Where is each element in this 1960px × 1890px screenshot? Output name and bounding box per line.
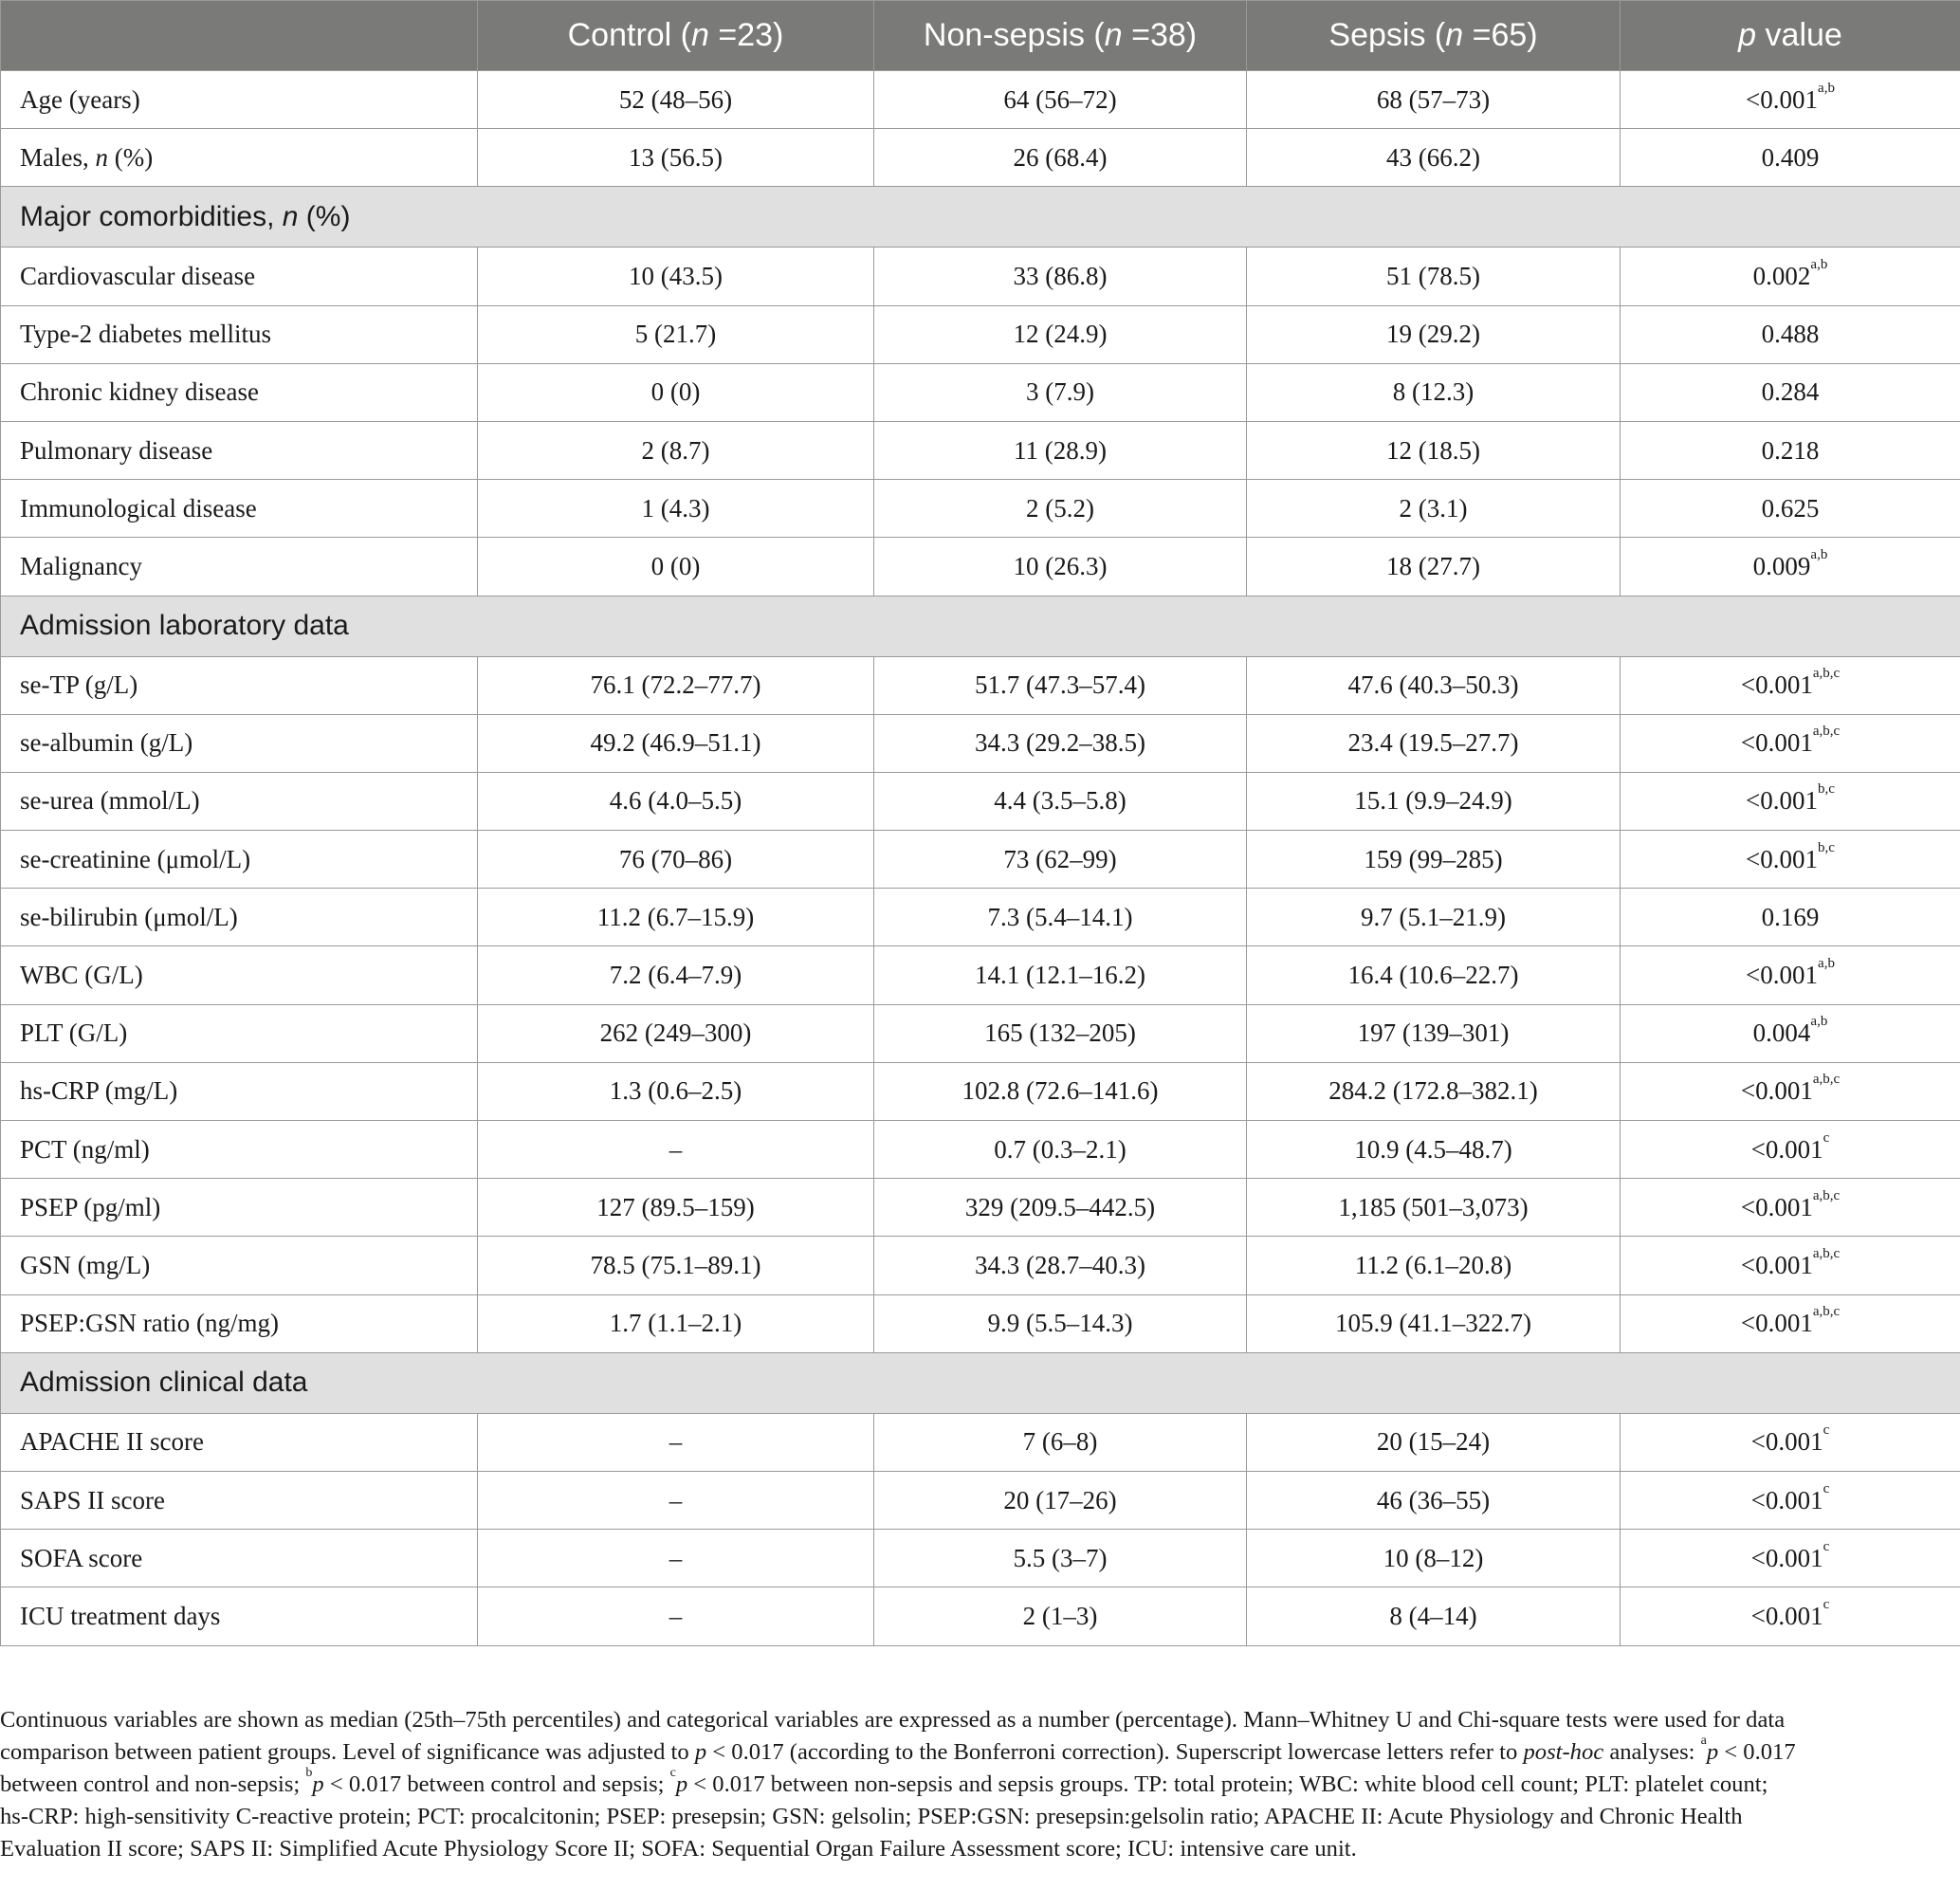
control-value: – [478,1413,874,1471]
non-sepsis-value: 64 (56–72) [874,71,1247,129]
table-row [1,1179,1960,1237]
p-value: $<0.001^{a,b,c}$ [1621,656,1960,714]
non-sepsis-value: 7 (6–8) [874,1413,1247,1471]
p-value: $<0.001^{b,c}$ [1621,831,1960,889]
table-row [1,363,1960,421]
non-sepsis-value: 7.3 (5.4–14.1) [874,889,1247,946]
p-value: $<0.001^{a,b,c}$ [1621,1237,1960,1294]
table-row [1,1413,1960,1471]
p-superscript: a,b,c [1812,1245,1841,1261]
p-superscript: a,b [1818,80,1835,96]
row-label: se-bilirubin (μmol/L) [1,889,478,946]
row-label: PLT (G/L) [1,1004,478,1062]
sepsis-value: 10 (8–12) [1247,1530,1621,1587]
non-sepsis-value: 26 (68.4) [874,129,1247,187]
row-label: SOFA score [1,1530,478,1587]
non-sepsis-value: 2 (1–3) [874,1587,1247,1645]
p-superscript: c [1823,1538,1830,1554]
p-value: 0.169 [1621,889,1960,946]
footnote-line: hs-CRP: high-sensitivity C-reactive protein; PCT: procalcitonin; PSEP: presepsin; GSN: gelsolin; PSEP:GSN: presepsin:gelsolin ratio; APACHE II: Acute Physiology and Chronic Health [0,1804,1743,1829]
p-value: $<0.001^{a,b,c}$ [1621,1062,1960,1120]
control-value: 5 (21.7) [478,305,874,363]
clinical-rows [1,1413,1960,1645]
sepsis-value: 23.4 (19.5–27.7) [1247,714,1621,772]
table-row [1,656,1960,714]
non-sepsis-value: 4.4 (3.5–5.8) [874,772,1247,830]
table-row [1,421,1960,479]
p-value: 0.284 [1621,363,1960,421]
sepsis-value: 9.7 (5.1–21.9) [1247,889,1621,946]
sepsis-value: 8 (12.3) [1247,363,1621,421]
non-sepsis-value: 73 (62–99) [874,831,1247,889]
row-label: se-albumin (g/L) [1,714,478,772]
control-value: 7.2 (6.4–7.9) [478,946,874,1004]
p-value: 0.409 [1621,129,1960,187]
p-value: 0.004$^{a,b}$ [1621,1004,1960,1062]
sepsis-value: 1,185 (501–3,073) [1247,1179,1621,1237]
sepsis-value: 18 (27.7) [1247,538,1621,596]
row-label: PSEP (pg/ml) [1,1179,478,1237]
header-control: Control (n =23) [478,1,874,71]
non-sepsis-value: 165 (132–205) [874,1004,1247,1062]
table-row [1,248,1960,305]
sepsis-value: 16.4 (10.6–22.7) [1247,946,1621,1004]
section-header-comorbidities [1,187,1960,248]
sepsis-value: 51 (78.5) [1247,248,1621,305]
non-sepsis-value: 9.9 (5.5–14.3) [874,1294,1247,1352]
sepsis-value: 47.6 (40.3–50.3) [1247,656,1621,714]
control-value: 2 (8.7) [478,421,874,479]
control-value: 1.3 (0.6–2.5) [478,1062,874,1120]
row-label: se-urea (mmol/L) [1,772,478,830]
non-sepsis-value: 10 (26.3) [874,538,1247,596]
section-title: Admission clinical data [1,1352,1960,1413]
p-value: 0.625 [1621,480,1960,538]
lab-rows [1,656,1960,1352]
header-p-value: p value [1621,1,1960,71]
non-sepsis-value: 34.3 (28.7–40.3) [874,1237,1247,1294]
table-row [1,1237,1960,1294]
row-label: se-TP (g/L) [1,656,478,714]
sepsis-value: 159 (99–285) [1247,831,1621,889]
row-label: Malignancy [1,538,478,596]
table-row [1,1471,1960,1529]
table-row [1,889,1960,946]
table-row [1,1530,1960,1587]
table-row [1,1004,1960,1062]
row-label: Pulmonary disease [1,421,478,479]
control-value: 78.5 (75.1–89.1) [478,1237,874,1294]
non-sepsis-value: 33 (86.8) [874,248,1247,305]
control-value: 13 (56.5) [478,129,874,187]
section-header-clinical [1,1352,1960,1413]
row-label: ICU treatment days [1,1587,478,1645]
row-label: WBC (G/L) [1,946,478,1004]
control-value: 11.2 (6.7–15.9) [478,889,874,946]
control-value: – [478,1121,874,1179]
sepsis-value: 10.9 (4.5–48.7) [1247,1121,1621,1179]
non-sepsis-value: 34.3 (29.2–38.5) [874,714,1247,772]
p-value: $<0.001^{a,b,c}$ [1621,1294,1960,1352]
p-superscript: c [1823,1480,1830,1496]
row-label: Type-2 diabetes mellitus [1,305,478,363]
table-row [1,1587,1960,1645]
p-value: $<0.001^{b,c}$ [1621,772,1960,830]
table-row [1,480,1960,538]
control-value: – [478,1530,874,1587]
table-row [1,305,1960,363]
sepsis-value: 68 (57–73) [1247,71,1621,129]
header-non-sepsis: Non-sepsis (n =38) [874,1,1247,71]
p-superscript: b,c [1818,839,1835,855]
p-superscript: a,b,c [1812,666,1841,682]
control-value: 0 (0) [478,363,874,421]
p-superscript: a,b,c [1812,1187,1841,1203]
control-value: 4.6 (4.0–5.5) [478,772,874,830]
sepsis-value: 15.1 (9.9–24.9) [1247,772,1621,830]
non-sepsis-value: 11 (28.9) [874,421,1247,479]
p-value: $<0.001^{a,b,c}$ [1621,1179,1960,1237]
row-label: Cardiovascular disease [1,248,478,305]
table-footnote [0,1704,1960,1865]
sepsis-value: 46 (36–55) [1247,1471,1621,1529]
control-value: 76.1 (72.2–77.7) [478,656,874,714]
row-label: Immunological disease [1,480,478,538]
table-row [1,1062,1960,1120]
sepsis-value: 105.9 (41.1–322.7) [1247,1294,1621,1352]
non-sepsis-value: 329 (209.5–442.5) [874,1179,1247,1237]
p-value: <0.001$^c$ [1621,1413,1960,1471]
non-sepsis-value: 12 (24.9) [874,305,1247,363]
control-value: 127 (89.5–159) [478,1179,874,1237]
row-label: hs-CRP (mg/L) [1,1062,478,1120]
footnote-line: comparison between patient groups. Level of significance was adjusted to p < 0.017 (according to the Bonferroni correction). Superscript lowercase letters refer to post-hoc analyses: $^a$p < 0.017 [0,1734,1796,1765]
row-label: Males, n (%) [1,129,478,187]
table-header-row [1,1,1960,71]
sepsis-value: 20 (15–24) [1247,1413,1621,1471]
p-value: 0.009$^{a,b}$ [1621,538,1960,596]
p-value: <0.001$^c$ [1621,1587,1960,1645]
row-label: SAPS II score [1,1471,478,1529]
non-sepsis-value: 0.7 (0.3–2.1) [874,1121,1247,1179]
header-sepsis: Sepsis (n =65) [1247,1,1621,71]
p-value: 0.002$^{a,b}$ [1621,248,1960,305]
non-sepsis-value: 2 (5.2) [874,480,1247,538]
table-row [1,772,1960,830]
table-row [1,714,1960,772]
control-value: 76 (70–86) [478,831,874,889]
p-superscript: c [1823,1129,1830,1146]
sepsis-value: 197 (139–301) [1247,1004,1621,1062]
row-label: APACHE II score [1,1413,478,1471]
p-value: <0.001$^c$ [1621,1530,1960,1587]
sepsis-value: 43 (66.2) [1247,129,1621,187]
table-row [1,1121,1960,1179]
comorbidities-rows [1,248,1960,596]
table-row [1,1294,1960,1352]
sepsis-value: 284.2 (172.8–382.1) [1247,1062,1621,1120]
control-value: 52 (48–56) [478,71,874,129]
p-superscript: a,b [1810,1014,1828,1030]
sepsis-value: 12 (18.5) [1247,421,1621,479]
non-sepsis-value: 5.5 (3–7) [874,1530,1247,1587]
p-superscript: b,c [1818,781,1835,798]
sepsis-value: 19 (29.2) [1247,305,1621,363]
row-label: PSEP:GSN ratio (ng/mg) [1,1294,478,1352]
p-value: <0.001$^c$ [1621,1471,1960,1529]
control-value: – [478,1587,874,1645]
p-value: <0.001$^c$ [1621,1121,1960,1179]
sepsis-value: 8 (4–14) [1247,1587,1621,1645]
control-value: 49.2 (46.9–51.1) [478,714,874,772]
sepsis-value: 2 (3.1) [1247,480,1621,538]
p-value: $<0.001^{a,b}$ [1621,71,1960,129]
p-superscript: a,b [1810,256,1828,272]
header-empty-cell [1,1,478,71]
control-value: 10 (43.5) [478,248,874,305]
section-title: Major comorbidities, n (%) [1,187,1960,248]
non-sepsis-value: 3 (7.9) [874,363,1247,421]
section-header-lab [1,596,1960,656]
p-superscript: c [1823,1596,1830,1612]
p-value: $<0.001^{a,b}$ [1621,946,1960,1004]
row-label: Chronic kidney disease [1,363,478,421]
p-superscript: a,b,c [1812,1072,1841,1088]
row-label: Age (years) [1,71,478,129]
p-superscript: c [1823,1422,1830,1439]
non-sepsis-value: 20 (17–26) [874,1471,1247,1529]
footnote-line: Evaluation II score; SAPS II: Simplified Acute Physiology Score II; SOFA: Sequential Organ Failure Assessment score; ICU: intensive care unit. [0,1836,1357,1862]
control-value: 1.7 (1.1–2.1) [478,1294,874,1352]
table-row [1,538,1960,596]
non-sepsis-value: 14.1 (12.1–16.2) [874,946,1247,1004]
non-sepsis-value: 102.8 (72.6–141.6) [874,1062,1247,1120]
p-superscript: a,b [1810,546,1828,562]
p-superscript: a,b [1818,956,1835,972]
footnote-line: between control and non-sepsis; $^b$p < 0.017 between control and sepsis; $^c$p < 0.017 between non-sepsis and sepsis groups. TP: total protein; WBC: white blood cell count; PLT: platelet count; [0,1766,1768,1797]
control-value: 262 (249–300) [478,1004,874,1062]
p-value: $<0.001^{a,b,c}$ [1621,714,1960,772]
footnote-line: Continuous variables are shown as median (25th–75th percentiles) and categorical variables are expressed as a number (percentage). Mann–Whitney U and Chi-square tests were used for data [0,1707,1786,1733]
row-label: se-creatinine (μmol/L) [1,831,478,889]
non-sepsis-value: 51.7 (47.3–57.4) [874,656,1247,714]
p-value: 0.218 [1621,421,1960,479]
control-value: 0 (0) [478,538,874,596]
table-row [1,831,1960,889]
sepsis-value: 11.2 (6.1–20.8) [1247,1237,1621,1294]
row-label: GSN (mg/L) [1,1237,478,1294]
table-row [1,71,1960,129]
control-value: – [478,1471,874,1529]
table-row [1,129,1960,187]
p-superscript: a,b,c [1812,724,1841,740]
section-title: Admission laboratory data [1,596,1960,656]
table-row [1,946,1960,1004]
p-value: 0.488 [1621,305,1960,363]
p-superscript: a,b,c [1812,1304,1841,1320]
row-label: PCT (ng/ml) [1,1121,478,1179]
control-value: 1 (4.3) [478,480,874,538]
